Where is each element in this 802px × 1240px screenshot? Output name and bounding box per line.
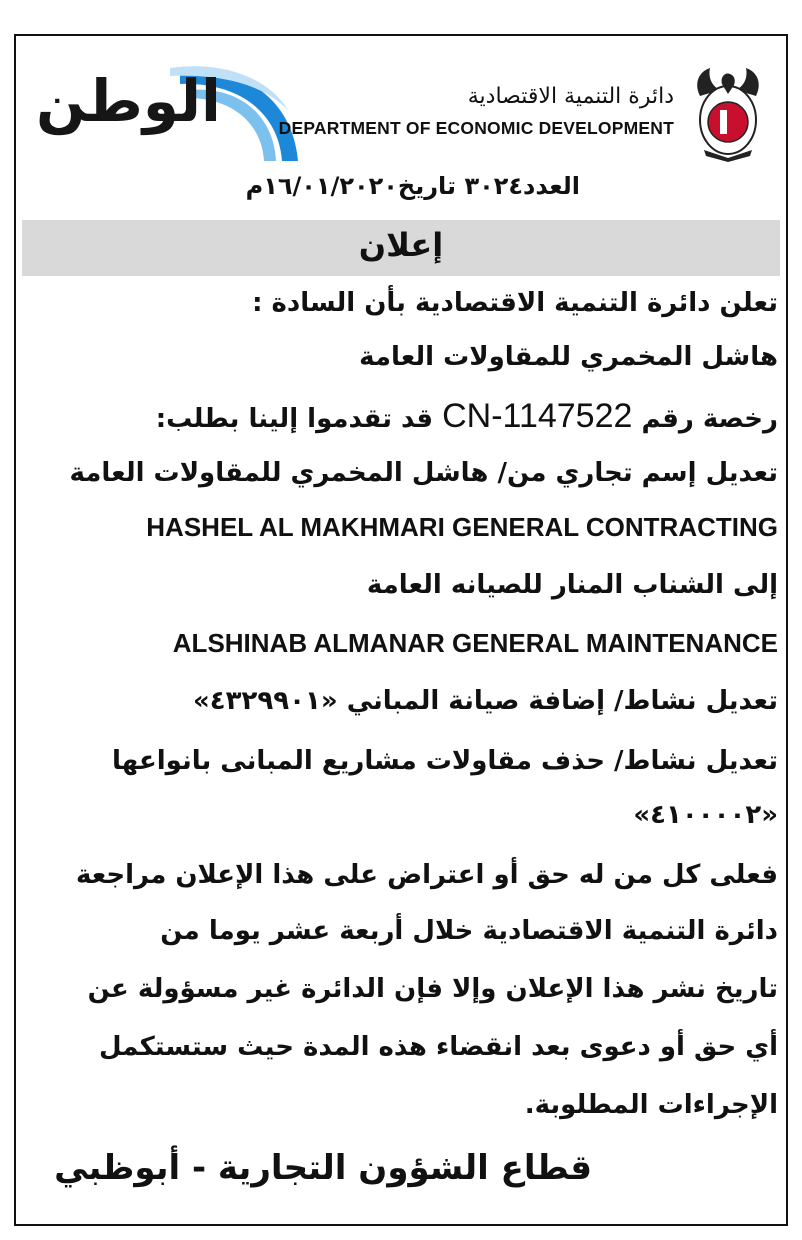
body-line-objection-2: دائرة التنمية الاقتصادية خلال أربعة عشر يوما من bbox=[160, 916, 778, 946]
issue-number-date: العدد٣٠٢٤ تاريخ١٦/٠١/٢٠٢٠م bbox=[245, 172, 580, 200]
body-line-name-change: تعديل إسم تجاري من/ هاشل المخمري للمقاولات العامة bbox=[69, 458, 778, 488]
department-name-english: DEPARTMENT OF ECONOMIC DEVELOPMENT bbox=[278, 118, 674, 138]
body-line-new-name-ar: إلى الشناب المنار للصيانه العامة bbox=[366, 570, 778, 600]
body-line-old-name-en: HASHEL AL MAKHMARI GENERAL CONTRACTING bbox=[146, 512, 778, 542]
body-line-objection-5: الإجراءات المطلوبة. bbox=[524, 1090, 778, 1120]
department-name-arabic: دائرة التنمية الاقتصادية bbox=[467, 84, 674, 109]
body-line-company: هاشل المخمري للمقاولات العامة bbox=[359, 342, 778, 372]
issuing-sector: قطاع الشؤون التجارية - أبوظبي bbox=[54, 1148, 592, 1188]
body-line-license bbox=[156, 396, 778, 437]
license-number: CN-1147522 bbox=[442, 397, 633, 435]
al-watan-logo-text: الوطن bbox=[36, 67, 221, 135]
body-line-1: تعلن دائرة التنمية الاقتصادية بأن السادة : bbox=[252, 288, 778, 318]
body-line-new-name-en: ALSHINAB ALMANAR GENERAL MAINTENANCE bbox=[172, 628, 778, 658]
abu-dhabi-falcon-emblem-icon bbox=[690, 66, 766, 162]
title-bar bbox=[22, 220, 780, 276]
body-line-objection-3: تاريخ نشر هذا الإعلان وإلا فإن الدائرة غير مسؤولة عن bbox=[87, 974, 778, 1004]
body-line-activity-add: تعديل نشاط/ إضافة صيانة المباني «٤٣٢٩٩٠١» bbox=[192, 686, 778, 716]
license-request: قد تقدموا إلينا بطلب: bbox=[155, 404, 434, 434]
body-line-objection-1: فعلى كل من له حق أو اعتراض على هذا الإعلان مراجعة bbox=[75, 860, 778, 890]
license-label: رخصة رقم bbox=[641, 404, 778, 434]
notice-title: إعلان bbox=[358, 226, 444, 264]
body-line-activity-remove: تعديل نشاط/ حذف مقاولات مشاريع المبانى بانواعها bbox=[112, 746, 778, 776]
body-line-activity-code: «٤١٠٠٠٠٢» bbox=[633, 800, 778, 830]
body-line-objection-4: أي حق أو دعوى بعد انقضاء هذه المدة حيث ستستكمل bbox=[99, 1032, 778, 1062]
